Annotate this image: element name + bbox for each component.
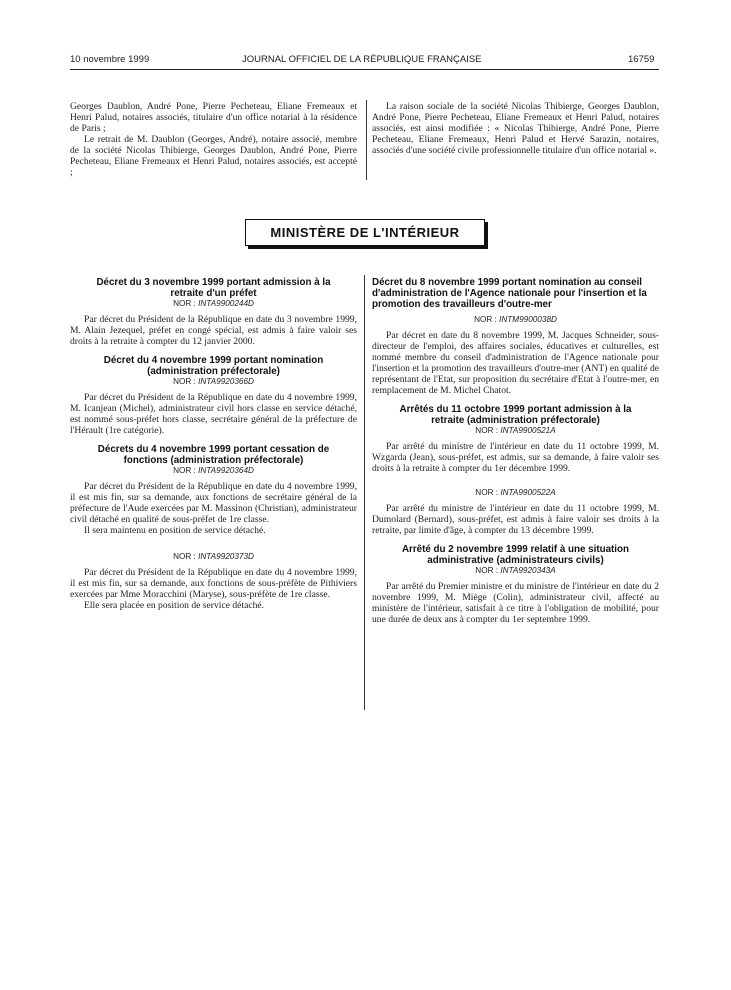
paragraph: Par décret du Président de la République en date du 3 novembre 1999, M. Alain Jezequel, préfet en congé spécial, est admis à faire valoir ses droits à la retraite à compter du 12 janvier 2000. <box>70 314 357 347</box>
paragraph: Le retrait de M. Daublon (Georges, André), notaire associé, membre de la société Nicolas Thibierge, Georges Daublon, André Pone, Pierre Pecheteau, Eliane Fremeaux et Henri Palud, notaires associés, est accepté ; <box>70 134 357 178</box>
section-title: Décret du 3 novembre 1999 portant admission à la retraite d'un préfet <box>96 277 331 299</box>
section-title: Arrêté du 2 novembre 1999 relatif à une situation administrative (administrateurs civils) <box>401 544 630 566</box>
paragraph: Georges Daublon, André Pone, Pierre Pecheteau, Eliane Fremeaux et Henri Palud, notaires associés, titulaire d'un office notarial à la résidence de Paris ; <box>70 101 357 134</box>
nor-reference: NOR : INTA9920366D <box>173 377 254 386</box>
nor-reference: NOR : INTA9920343A <box>475 566 556 575</box>
journal-title: JOURNAL OFFICIEL DE LA RÉPUBLIQUE FRANÇAISE <box>242 54 482 65</box>
column-divider <box>366 100 367 180</box>
nor-reference: NOR : INTA9900521A <box>475 426 556 435</box>
nor-reference: NOR : INTM9900038D <box>474 315 557 324</box>
paragraph: Par arrêté du ministre de l'intérieur en date du 11 octobre 1999, M. Wzgarda (Jean), sous-préfet, est admis, sur sa demande, à faire valoir ses droits à la retraite à compter du 1er décembre 1999. <box>372 441 659 474</box>
nor-reference: NOR : INTA9900522A <box>475 488 556 497</box>
nor-reference: NOR : INTA9920373D <box>173 552 254 561</box>
header-date: 10 novembre 1999 <box>70 54 150 65</box>
top-right-column <box>372 101 659 156</box>
header-rule <box>70 69 659 70</box>
paragraph: Par décret du Président de la République en date du 4 novembre 1999, M. Icanjean (Michel), administrateur civil hors classe en service détaché, est nommé sous-préfet hors classe, secrétaire général de la préfecture de l'Hérault (1re catégorie). <box>70 392 357 436</box>
paragraph: Par décret du Président de la République en date du 4 novembre 1999, il est mis fin, sur sa demande, aux fonctions de secrétaire général de la préfecture de l'Aude exercées par M. Massinon (Christian), administrateur civil détaché en qualité de sous-préfet de 1re classe. <box>70 481 357 525</box>
paragraph: Par décret du Président de la République en date du 4 novembre 1999, il est mis fin, sur sa demande, aux fonctions de sous-préfète de Pithiviers exercées par Mme Moracchini (Maryse), sous-préfète de 1re classe. <box>70 567 357 600</box>
top-left-column <box>70 101 357 178</box>
page-number: 16759 <box>628 54 655 65</box>
paragraph: Elle sera placée en position de service détaché. <box>84 600 265 611</box>
section-title: Décret du 4 novembre 1999 portant nomination (administration préfectorale) <box>103 355 324 377</box>
section-title: Décret du 8 novembre 1999 portant nomination au conseil d'administration de l'Agence nationale pour l'insertion et la promotion des travailleurs d'outre-mer <box>372 277 647 310</box>
paragraph: Il sera maintenu en position de service détaché. <box>84 525 266 536</box>
nor-reference: NOR : INTA9900244D <box>173 299 254 308</box>
paragraph: La raison sociale de la société Nicolas Thibierge, Georges Daublon, André Pone, Pierre Pecheteau, Eliane Fremeaux et Henri Palud, notaires associés, est ainsi modifiée : « Nicolas Thibierge, André Pone, Pierre Pecheteau, Eliane Fremeaux, Henri Palud et Hervé Sarazin, notaires, associés d'une société civile professionnelle titulaire d'un office notarial ». <box>372 101 659 156</box>
left-column <box>70 277 357 611</box>
paragraph: Par arrêté du ministre de l'intérieur en date du 11 octobre 1999, M. Dumolard (Bernard), sous-préfet, est admis à faire valoir ses droits à la retraite, par limite d'âge, à compter du 13 décembre 1999. <box>372 503 659 536</box>
nor-reference: NOR : INTA9920364D <box>173 466 254 475</box>
ministry-heading: MINISTÈRE DE L'INTÉRIEUR <box>245 219 485 246</box>
right-column <box>372 277 659 625</box>
column-divider <box>364 275 365 710</box>
paragraph: Par arrêté du Premier ministre et du ministre de l'intérieur en date du 2 novembre 1999, M. Miège (Colin), administrateur civil, affecté au ministère de l'intérieur, satisfait à ce titre à l'obligation de mobilité, pour une durée de deux ans à compter du 1er septembre 1999. <box>372 581 659 625</box>
section-title: Arrêtés du 11 octobre 1999 portant admission à la retraite (administration préfectorale) <box>399 404 632 426</box>
section-title: Décrets du 4 novembre 1999 portant cessation de fonctions (administration préfectorale) <box>97 444 330 466</box>
paragraph: Par décret en date du 8 novembre 1999, M. Jacques Schneider, sous-directeur de l'emploi, des affaires sociales, éducatives et culturelles, est nommé membre du conseil d'administration de l'Agence nationale pour l'insertion et la promotion des travailleurs d'outre-mer (ANT) en qualité de représentant de l'Etat, sur proposition du secrétaire d'Etat à l'outre-mer, en remplacement de M. Michel Chatot. <box>372 330 659 396</box>
